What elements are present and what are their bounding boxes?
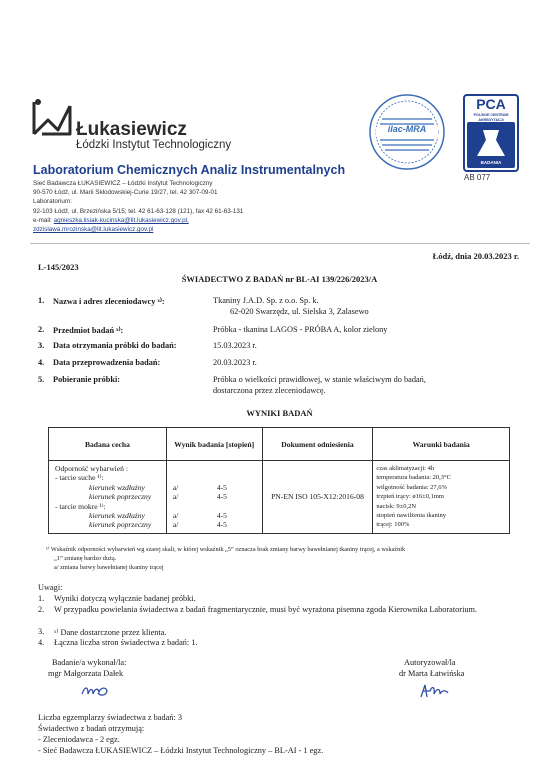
footnote: „1” zmianę bardzo dużą. — [54, 555, 117, 562]
feature-line: kierunek wzdłużny — [89, 482, 145, 492]
row-value: Próbka - tkanina LAGOS - PRÓBA A, kolor zielony — [213, 325, 388, 334]
email-line: e-mail: agnieszka.lisiak-kucinska@lit.lukasiewicz.gov.pl, — [33, 217, 189, 224]
pca-badania: BADANIA — [480, 160, 502, 165]
row-value: Tkaniny J.A.D. Sp. z o.o. Sp. k. — [213, 296, 319, 305]
column-header: Warunki badania — [373, 428, 510, 461]
column-header: Badana cecha — [49, 428, 167, 461]
condition-line: temperatura badania: 20,3°C — [376, 474, 451, 482]
email-link-2[interactable]: zdzislawa.mrozinska@lit.lukasiewicz.gov.pl — [33, 226, 154, 233]
result-value: 4-5 — [216, 520, 227, 530]
result-mark: a/ — [172, 511, 179, 521]
result-value: 4-5 — [216, 492, 227, 502]
certificate-title: ŚWIADECTWO Z BADAŃ nr BL-AI 139/226/2023/A — [181, 274, 378, 284]
signature-left-mark-icon — [80, 682, 110, 700]
lab-name: Laboratorium Chemicznych Analiz Instrumentalnych — [33, 163, 346, 177]
header-line: Laboratorium: — [33, 198, 72, 205]
notes-title: Uwagi: — [38, 583, 63, 592]
row-number: 4. — [38, 358, 45, 367]
pca-text: PCA — [476, 96, 506, 112]
conditions-cell — [373, 461, 510, 534]
row-label: Przedmiot badań ˣ⁾: — [53, 326, 124, 335]
recipient-item: - Zleceniodawca - 2 egz. — [38, 735, 120, 744]
org-name: Łukasiewicz — [76, 119, 187, 140]
copies-count: Liczba egzemplarzy świadectwa z badań: 3 — [38, 713, 182, 722]
document-ref: L-145/2023 — [38, 262, 79, 272]
pca-sub2: AKREDYTACJI — [478, 118, 504, 122]
lukasiewicz-logo-icon — [30, 96, 74, 138]
row-number: 2. — [38, 325, 45, 334]
row-value: Próbka o wielkości prawidłowej, w stanie właściwym do badań, — [213, 375, 426, 384]
org-subtitle: Łódzki Instytut Technologiczny — [76, 139, 232, 151]
condition-line: czas aklimatyzacji: 4h — [376, 465, 435, 472]
document-date: Łódź, dnia 20.03.2023 r. — [432, 251, 519, 261]
row-label: Data otrzymania próbki do badań: — [53, 341, 177, 350]
signature-left-name: mgr Małgorzata Dałek — [48, 669, 124, 678]
note-item: 2. W przypadku powielania świadectwa z badań fragmentarycznie, musi być wyrażona pisemna zgoda Kierownika Laboratorium. — [38, 605, 478, 614]
signature-left-role: Badanie/a wykonał/la: — [52, 658, 127, 667]
ilac-mra-text: ilac-MRA — [387, 124, 427, 134]
result-mark: a/ — [172, 520, 179, 530]
result-cell — [166, 461, 262, 534]
row-value-2: 62-020 Swarzędz, ul. Sielska 3, Zalasewo — [230, 307, 369, 316]
table-row — [49, 461, 510, 534]
recipient-item: - Sieć Badawcza ŁUKASIEWICZ – Łódzki Instytut Technologiczny – BL-AI - 1 egz. — [38, 746, 324, 755]
condition-line: stopień nawilżenia tkaniny — [376, 512, 447, 520]
column-header: Wynik badania [stopień] — [166, 428, 262, 461]
footnote: ¹⁾ Wskaźnik odporności wybarwień wg szarej skali, w której wskaźnik „5” oznacza brak zmiany barwy bawełnianej tkaniny trącej, a wskaźnik — [46, 546, 406, 553]
results-title: WYNIKI BADAŃ — [246, 408, 313, 418]
row-number: 3. — [38, 341, 45, 350]
condition-line: trzpień trący: ø16±0,1mm — [376, 493, 444, 501]
feature-line: kierunek poprzeczny — [89, 492, 152, 502]
feature-line: - tarcie suche ¹⁾: — [55, 473, 104, 483]
row-value: 15.03.2023 r. — [213, 341, 257, 350]
signature-right-name: dr Marta Łatwińska — [399, 669, 465, 678]
column-header: Dokument odniesienia — [262, 428, 373, 461]
header-line: 90-570 Łódź, ul. Marii Skłodowskiej-Curie 19/27, tel. 42 307-09-01 — [33, 189, 218, 196]
note-item: 3. ˣ⁾ Dane dostarczone przez klienta. — [38, 627, 167, 637]
row-number: 5. — [38, 375, 45, 384]
table-header-row — [49, 428, 510, 461]
result-mark: a/ — [172, 492, 179, 502]
feature-line: kierunek wzdłużny — [89, 511, 145, 521]
feature-cell — [49, 461, 167, 534]
recipients-title: Świadectwo z badań otrzymują: — [38, 724, 145, 733]
result-value: 4-5 — [216, 511, 227, 521]
row-label: Data przeprowadzenia badań: — [53, 358, 161, 367]
feature-line: - tarcie mokre ¹⁾: — [55, 501, 106, 511]
reference-document-cell: PN-EN ISO 105-X12:2016-08 — [262, 461, 373, 534]
pca-sub1: POLSKIE CENTRUM — [473, 113, 509, 117]
row-value-2: dostarczona przez zleceniodawcę. — [213, 386, 326, 395]
header-line: 92-103 Łódź, ul. Brzezińska 5/15; tel. 42 61-63-128 (121), fax 42 61-63-131 — [33, 208, 244, 215]
results-table — [48, 427, 510, 534]
feature-line: Odporność wybarwień : — [55, 464, 128, 473]
result-value: 4-5 — [216, 482, 227, 492]
row-value: 20.03.2023 r. — [213, 358, 257, 367]
email-line-2 — [33, 226, 153, 233]
note-item: 1. Wyniki dotyczą wyłącznie badanej próbki. — [38, 594, 196, 603]
row-label: Nazwa i adres zleceniodawcy ˣ⁾: — [53, 297, 165, 306]
note-item: 4. Łączna liczba stron świadectwa z badań: 1. — [38, 638, 198, 647]
result-mark: a/ — [172, 482, 179, 492]
accreditation-code: AB 077 — [464, 173, 491, 182]
row-number: 1. — [38, 296, 45, 305]
condition-line: wilgotność badania: 27,6% — [376, 483, 447, 491]
feature-line: kierunek poprzeczny — [89, 520, 152, 530]
signature-right-role: Autoryzował/la — [404, 658, 456, 667]
header-divider — [30, 243, 530, 244]
email-link-1[interactable]: agnieszka.lisiak-kucinska@lit.lukasiewicz.gov.pl, — [53, 217, 189, 224]
header-line: Sieć Badawcza ŁUKASIEWICZ – Łódzki Instytut Technologiczny — [33, 180, 213, 187]
row-label: Pobieranie próbki: — [53, 375, 121, 384]
condition-line: nacisk: 9±0,2N — [376, 502, 417, 510]
footnote: a/ zmiana barwy bawełnianej tkaniny trącej — [54, 564, 164, 571]
signature-right-mark-icon — [418, 682, 452, 702]
condition-line: trącej: 100% — [376, 521, 410, 529]
